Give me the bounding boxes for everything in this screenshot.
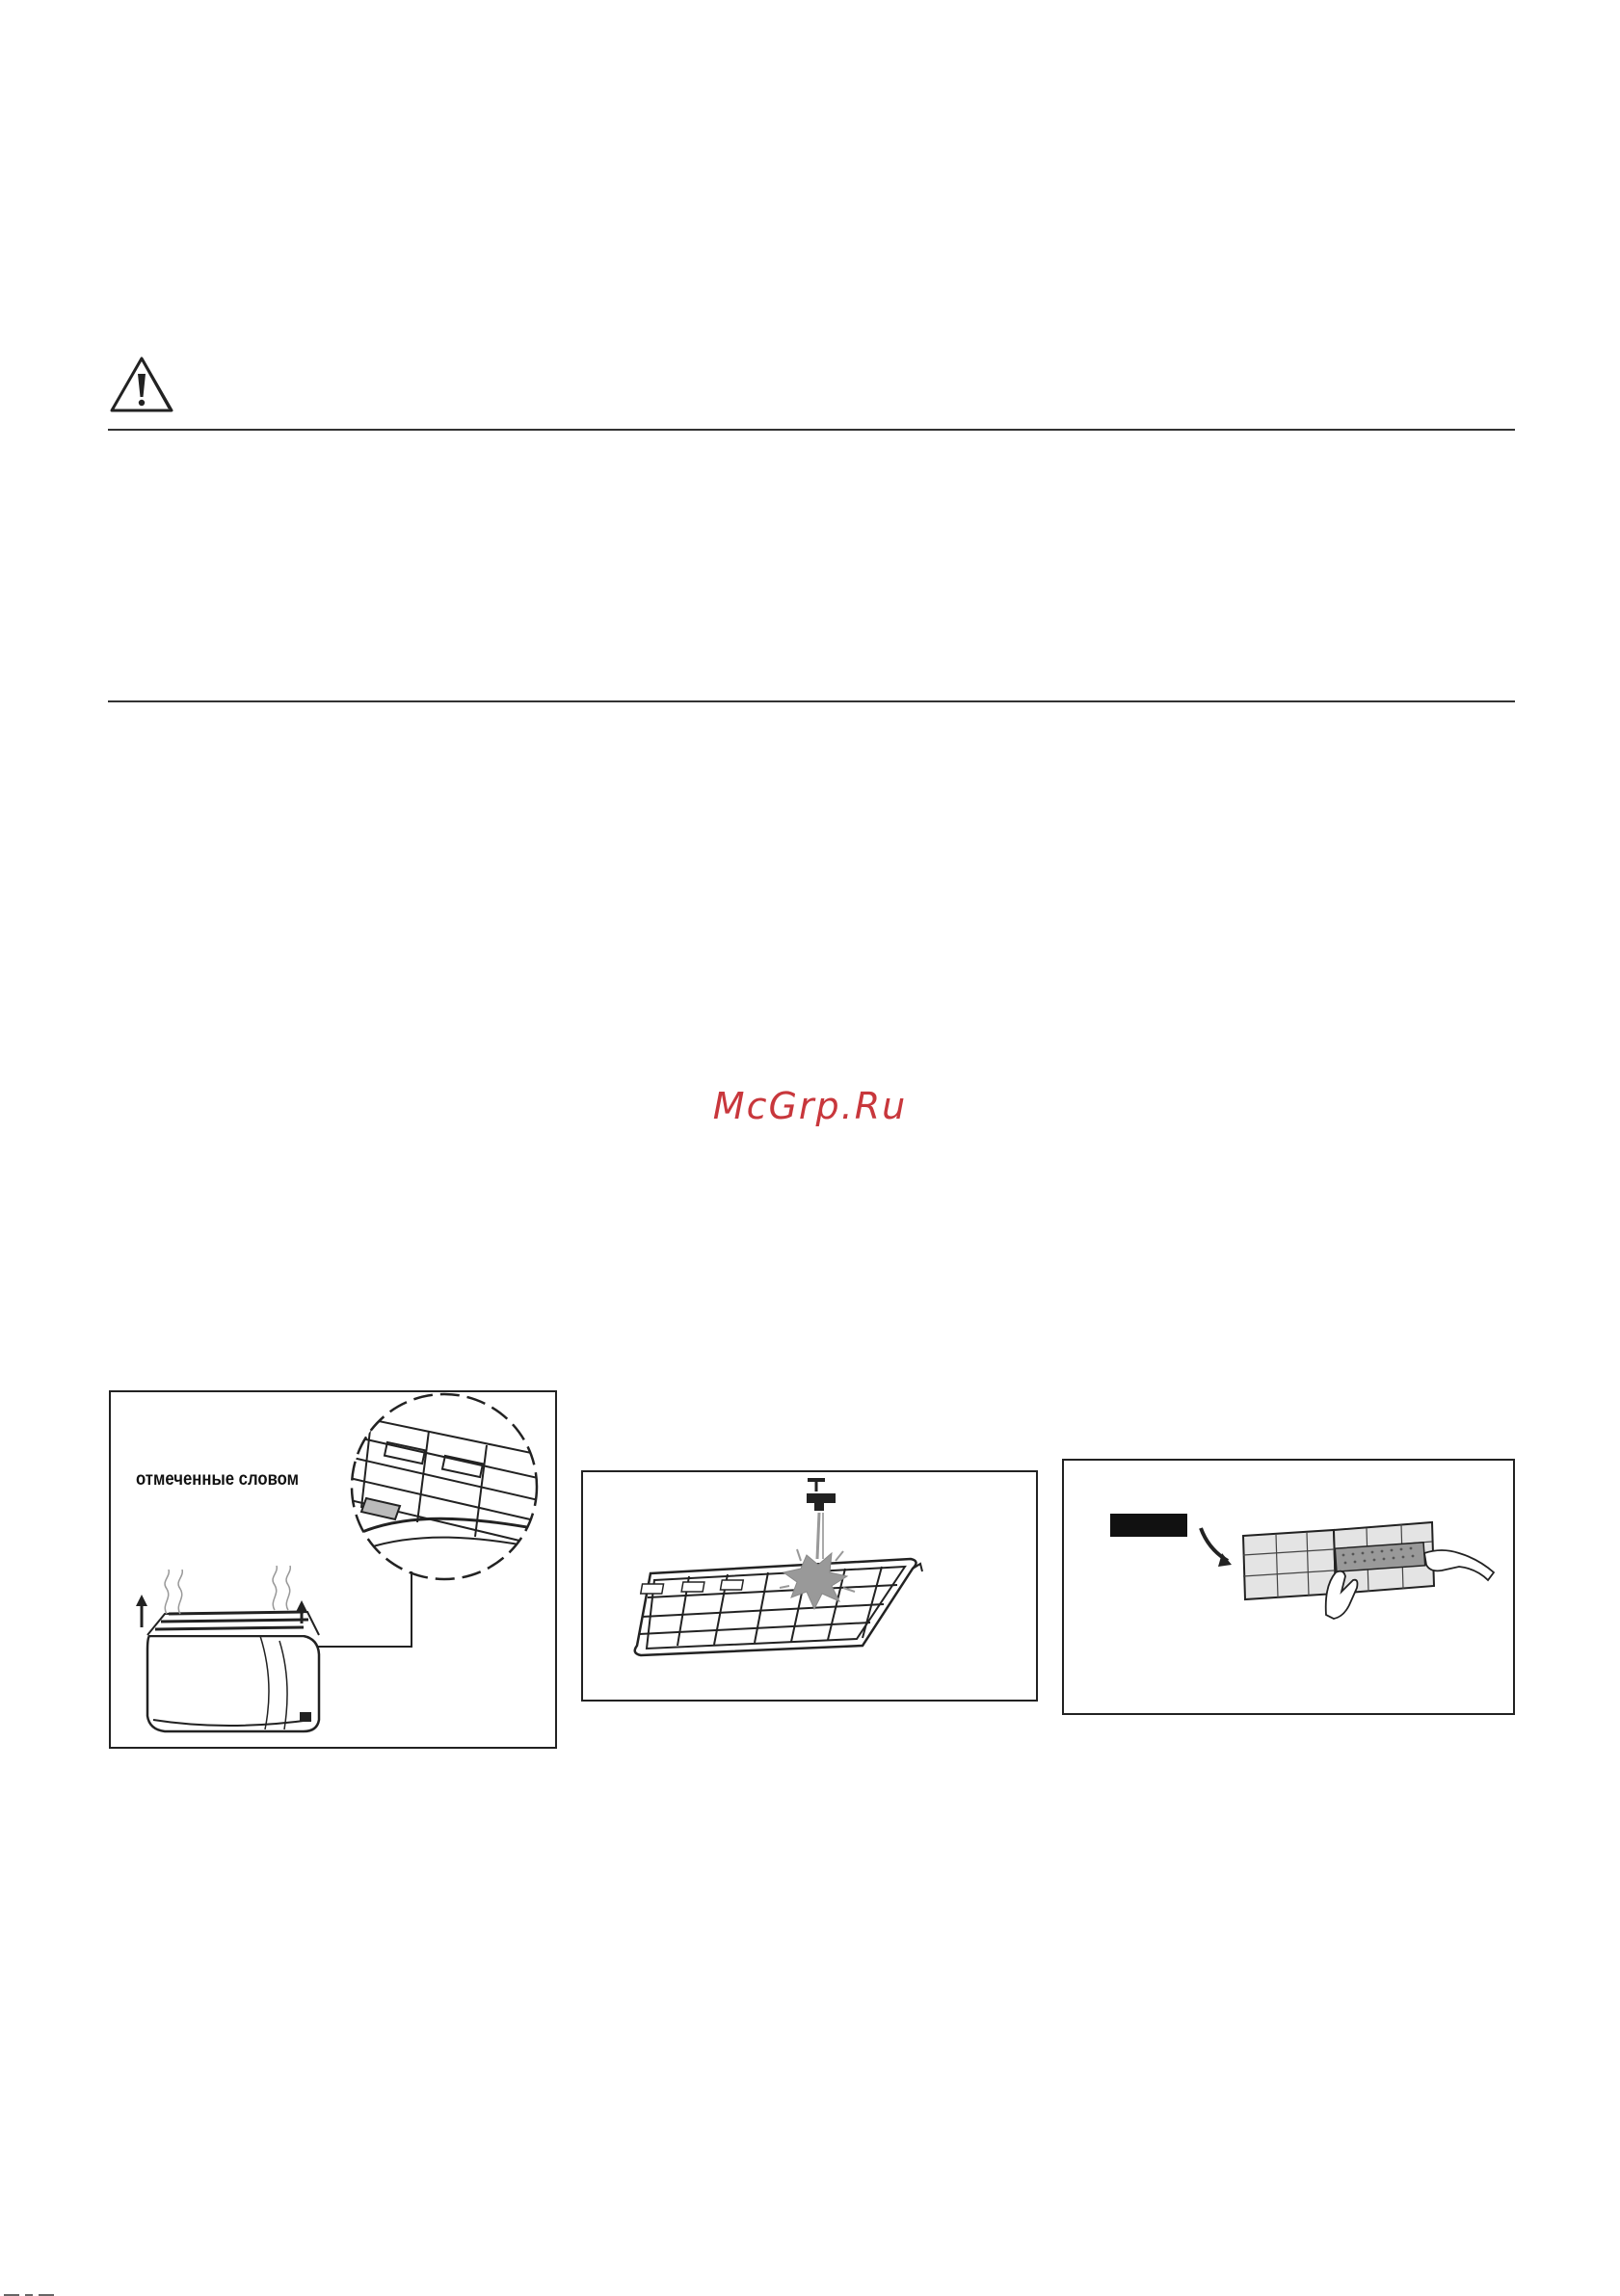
figure-filter-washing [581,1470,1038,1702]
figure-filter-insertion [1062,1459,1515,1715]
figure-indoor-unit [109,1390,557,1749]
page-edge-mark [0,2290,58,2296]
figure-caption: отмеченные словом [136,1469,300,1490]
top-divider [108,429,1515,431]
indoor-unit-filter-removal-illustration [111,1392,555,1747]
watermark: McGrp.Ru [712,1085,908,1127]
filter-washing-under-tap-illustration [583,1472,1036,1700]
bottom-divider [108,700,1515,702]
filter-insertion-illustration [1064,1461,1513,1713]
warning-triangle-icon [108,355,175,414]
